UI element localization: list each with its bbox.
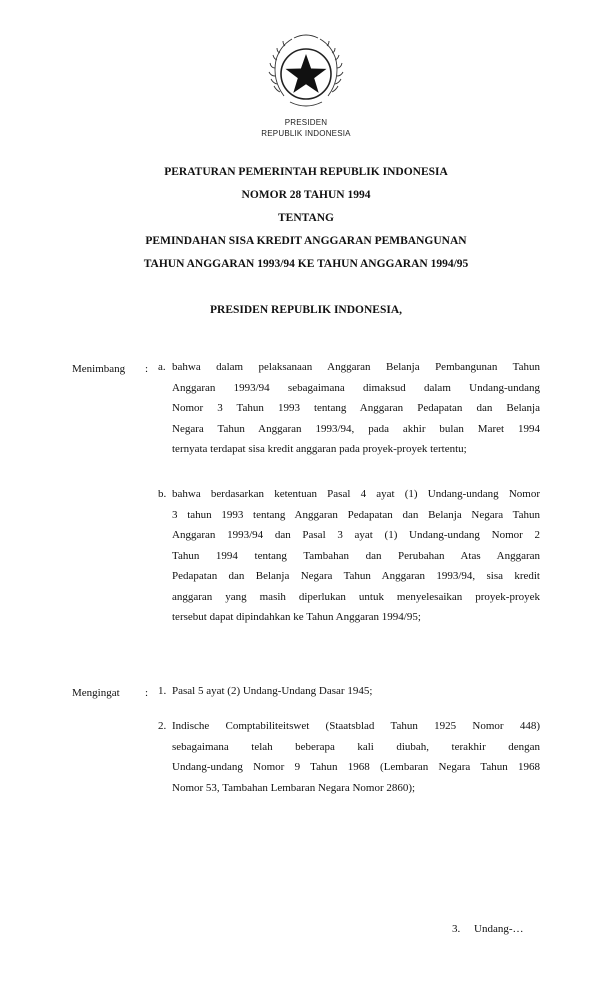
page-continuation: 3. Undang-… bbox=[452, 923, 524, 935]
menimbang-item-a bbox=[172, 357, 540, 460]
text-line: 3 tahun 1993 tentang Anggaran Pedapatan dan Belanja Negara Tahun bbox=[172, 508, 540, 521]
mengingat-colon: : bbox=[145, 687, 149, 699]
menimbang-label: Menimbang bbox=[72, 363, 126, 375]
mengingat-item-marker: 1. bbox=[158, 685, 167, 697]
office-label-line2: REPUBLIK INDONESIA bbox=[261, 129, 351, 138]
text-line: bahwa dalam pelaksanaan Anggaran Belanja Pembangunan Tahun bbox=[172, 361, 540, 373]
text-line: Tahun 1994 tentang Tambahan dan Perubahan Atas Anggaran bbox=[172, 549, 540, 562]
regulation-title: PERATURAN PEMERINTAH REPUBLIK INDONESIA bbox=[164, 166, 448, 178]
mengingat-item-marker: 2. bbox=[158, 720, 167, 732]
mengingat-label: Mengingat bbox=[72, 687, 120, 699]
mengingat-item-2 bbox=[172, 716, 540, 798]
text-line: Nomor 3 Tahun 1993 tentang Anggaran Pedapatan dan Belanja bbox=[172, 402, 540, 414]
menimbang-item-marker: b. bbox=[158, 488, 167, 500]
regulation-subject-line2: TAHUN ANGGARAN 1993/94 KE TAHUN ANGGARAN 1994/95 bbox=[143, 258, 469, 270]
text-line: Pasal 5 ayat (2) Undang-Undang Dasar 1945; bbox=[172, 685, 373, 697]
office-label-line1: PRESIDEN bbox=[284, 118, 328, 127]
text-line: Anggaran 1993/94 dan Pasal 3 ayat (1) Undang-undang Nomor 2 bbox=[172, 529, 540, 541]
regulation-subject: PEMINDAHAN SISA KREDIT ANGGARAN PEMBANGUNAN bbox=[145, 235, 467, 247]
regulation-about: TENTANG bbox=[277, 212, 335, 224]
text-line: Negara Tahun Anggaran 1993/94, pada akhir bulan Maret 1994 bbox=[172, 422, 540, 435]
menimbang-colon: : bbox=[145, 363, 149, 375]
text-line: Undang-undang Nomor 9 Tahun 1968 (Lembaran Negara Tahun 1968 bbox=[172, 761, 540, 773]
text-line: anggaran yang masih diperlukan untuk menyelesaikan proyek-proyek bbox=[172, 590, 540, 603]
text-line: sebagaimana telah beberapa kali diubah, terakhir dengan bbox=[172, 740, 540, 753]
text-line: Nomor 53, Tambahan Lembaran Negara Nomor 2860); bbox=[172, 781, 416, 794]
text-line: Anggaran 1993/94 sebagaimana dimaksud dalam Undang-undang bbox=[172, 381, 540, 394]
text-line: tersebut dapat dipindahkan ke Tahun Anggaran 1994/95; bbox=[172, 611, 421, 623]
mengingat-item-1 bbox=[172, 681, 540, 702]
text-line: ternyata terdapat sisa kredit anggaran pada proyek-proyek tertentu; bbox=[172, 443, 467, 455]
menimbang-item-b bbox=[172, 484, 540, 628]
regulation-number: NOMOR 28 TAHUN 1994 bbox=[241, 189, 371, 201]
garuda-star-emblem-icon bbox=[264, 30, 348, 114]
menimbang-item-marker: a. bbox=[158, 361, 166, 373]
text-line: Indische Comptabiliteitswet (Staatsblad Tahun 1925 Nomor 448) bbox=[172, 720, 540, 732]
president-heading: PRESIDEN REPUBLIK INDONESIA, bbox=[209, 304, 403, 316]
text-line: bahwa berdasarkan ketentuan Pasal 4 ayat (1) Undang-undang Nomor bbox=[172, 488, 540, 500]
text-line: Pedapatan dan Belanja Negara Tahun Anggaran 1993/94, sisa kredit bbox=[172, 570, 540, 582]
